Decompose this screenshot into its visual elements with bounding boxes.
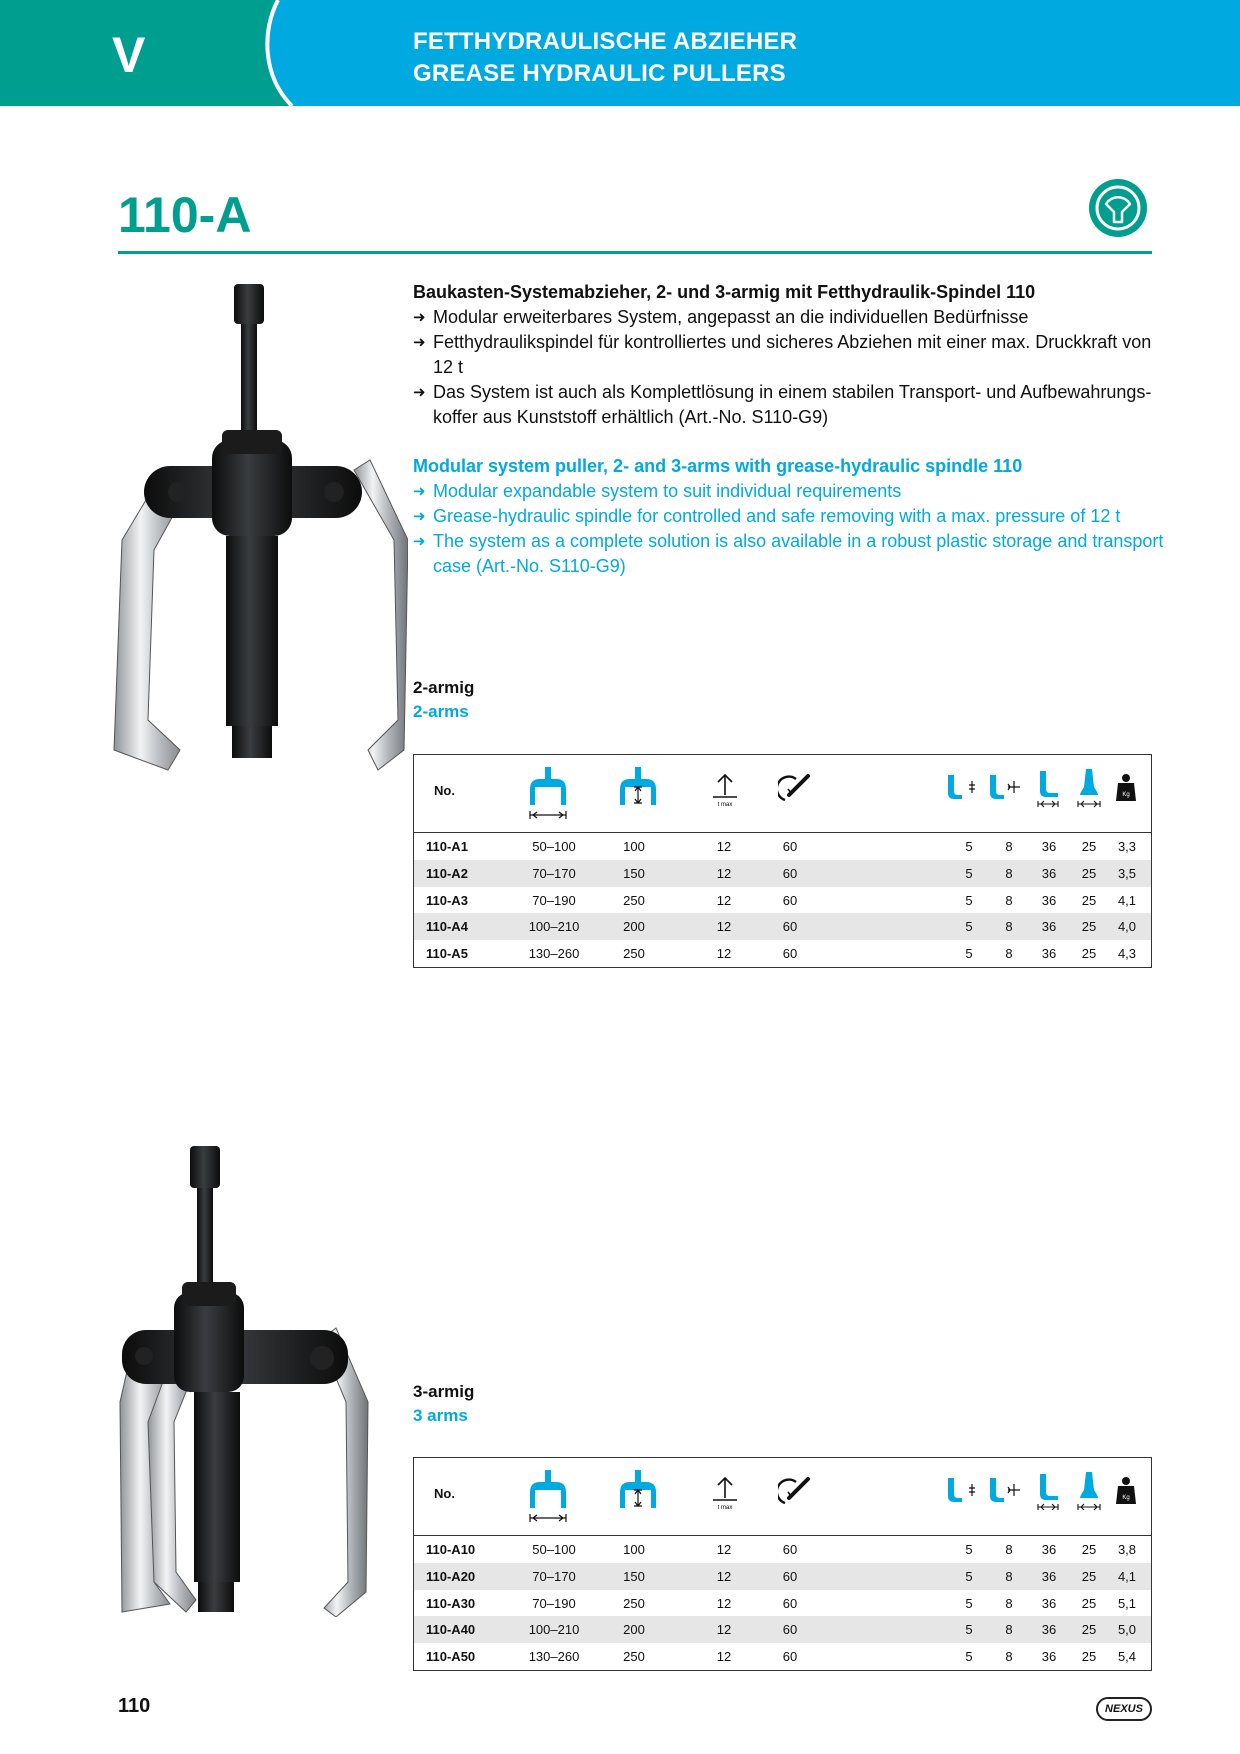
table-cell: 8: [1005, 946, 1013, 962]
table-cell: 36: [1041, 1622, 1057, 1638]
table-cell: 25: [1081, 1542, 1097, 1557]
table-cell: 12: [716, 1595, 732, 1611]
description-de: [413, 280, 1173, 430]
table-cell: 60: [782, 1595, 798, 1611]
article-number: 110-A20: [426, 1568, 476, 1584]
table-cell: 250: [623, 946, 645, 962]
table-cell: 5: [965, 892, 973, 908]
two-arm-label: [413, 676, 474, 724]
table-cell: 5: [965, 1649, 973, 1665]
two-arm-spec-table: [413, 754, 1152, 968]
table-cell: 36: [1041, 1595, 1057, 1611]
table-cell: 5: [965, 865, 973, 881]
table-cell: 8: [1005, 1649, 1013, 1665]
table-cell: 25: [1081, 1622, 1097, 1638]
reach-depth-icon: [616, 1468, 660, 1508]
table-row: [414, 1616, 1151, 1643]
table-cell: 25: [1081, 919, 1097, 935]
table-cell: 8: [1005, 839, 1013, 854]
article-number: 110-A2: [426, 865, 468, 881]
span-width-icon: [526, 1468, 570, 1524]
table-cell: 8: [1005, 1568, 1013, 1584]
table-cell: 5: [965, 1542, 973, 1557]
table-cell: 5: [965, 946, 973, 962]
table-cell: 100: [623, 839, 645, 854]
header-title-en: GREASE HYDRAULIC PULLERS: [413, 60, 786, 87]
table-cell: 25: [1081, 839, 1097, 854]
table-row: [414, 1536, 1151, 1563]
table-cell: 4,3: [1117, 946, 1137, 962]
table-cell: 12: [716, 1542, 732, 1557]
jaw-depth-icon: [986, 1474, 1026, 1508]
three-arm-puller-image: [114, 1142, 384, 1617]
table-cell: 4,1: [1117, 892, 1137, 908]
table-cell: 36: [1041, 892, 1057, 908]
description-en-item: ➜ The system as a complete solution is also available in a robust plastic storage and transport case (Art.-No. S110-G9): [413, 529, 1173, 579]
table-body: [414, 1536, 1151, 1670]
kg-label: Kg: [1122, 792, 1130, 798]
table-cell: 250: [623, 892, 645, 908]
table-cell: 100–210: [528, 1622, 580, 1638]
arm-width-icon: [1074, 767, 1104, 809]
table-cell: 8: [1005, 1595, 1013, 1611]
table-cell: 25: [1081, 946, 1097, 962]
table-cell: 70–170: [532, 1568, 576, 1584]
table-cell: 60: [782, 919, 798, 935]
description-de-item: ➜ Fetthydraulikspindel für kontrolliertes und sicheres Abziehen mit einer max. Druckkraft von 12 t: [413, 330, 1173, 380]
table-cell: 4,0: [1117, 919, 1137, 935]
table-cell: 5,1: [1117, 1595, 1137, 1611]
two-arm-puller-image: [108, 280, 408, 775]
table-cell: 12: [716, 892, 732, 908]
table-cell: 36: [1041, 1649, 1057, 1665]
table-cell: 25: [1081, 1595, 1097, 1611]
table-cell: 5: [965, 919, 973, 935]
table-cell: 60: [782, 892, 798, 908]
article-number: 110-A10: [426, 1542, 476, 1557]
table-cell: 60: [782, 1649, 798, 1665]
table-row: [414, 860, 1151, 887]
table-cell: 12: [716, 919, 732, 935]
table-cell: 3,8: [1117, 1542, 1137, 1557]
table-cell: 12: [716, 1568, 732, 1584]
table-cell: 130–260: [528, 1649, 580, 1665]
table-row: [414, 887, 1151, 914]
jaw-depth-icon: [986, 771, 1026, 805]
table-cell: 150: [623, 865, 645, 881]
table-cell: 130–260: [528, 946, 580, 962]
table-cell: 3,3: [1117, 839, 1137, 854]
table-cell: 25: [1081, 892, 1097, 908]
table-cell: 8: [1005, 1622, 1013, 1638]
table-row: [414, 1643, 1151, 1670]
two-arm-label-en: 2-arms: [413, 702, 469, 721]
table-header: [414, 1458, 1151, 1536]
table-cell: 4,1: [1117, 1568, 1137, 1584]
table-cell: 5: [965, 839, 973, 854]
article-number: 110-A30: [426, 1595, 476, 1611]
table-cell: 8: [1005, 865, 1013, 881]
torque-wrench-icon: [778, 773, 812, 807]
table-cell: 5: [965, 1622, 973, 1638]
description-en: [413, 454, 1173, 579]
table-cell: 25: [1081, 1568, 1097, 1584]
description-en-heading: Modular system puller, 2- and 3-arms with grease-hydraulic spindle 110: [413, 456, 1023, 476]
table-cell: 60: [782, 839, 798, 854]
torque-wrench-icon: [778, 1476, 812, 1510]
two-arm-label-de: 2-armig: [413, 678, 475, 697]
table-cell: 36: [1041, 919, 1057, 935]
description-en-item: ➜ Grease-hydraulic spindle for controlled and safe removing with a max. pressure of 12 t: [413, 504, 1173, 529]
table-row: [414, 1563, 1151, 1590]
description-de-item: ➜ Das System ist auch als Komplettlösung in einem stabilen Transport- und Aufbewahrungs- koffer aus Kunststoff erhältlich (Art.-No. S110-G9): [413, 380, 1173, 430]
article-number: 110-A50: [426, 1649, 476, 1665]
table-cell: 8: [1005, 919, 1013, 935]
table-cell: 3,5: [1117, 865, 1137, 881]
table-cell: 12: [716, 946, 732, 962]
arm-width-icon: [1074, 1470, 1104, 1512]
weight-icon: [1114, 773, 1138, 803]
product-code: 110-A: [118, 187, 252, 243]
gauge-icon: [1088, 178, 1148, 238]
article-number: 110-A5: [426, 946, 468, 962]
page-number: 110: [118, 1695, 151, 1717]
table-cell: 12: [716, 839, 732, 854]
table-cell: 60: [782, 1568, 798, 1584]
table-cell: 60: [782, 1542, 798, 1557]
column-no: No.: [434, 1486, 455, 1501]
span-width-icon: [526, 765, 570, 821]
article-number: 110-A3: [426, 892, 468, 908]
table-cell: 200: [623, 919, 645, 935]
table-cell: 200: [623, 1622, 645, 1638]
tmax-label: t max: [717, 802, 733, 808]
table-cell: 70–190: [532, 1595, 576, 1611]
table-cell: 70–190: [532, 892, 576, 908]
table-row: [414, 833, 1151, 860]
table-cell: 150: [623, 1568, 645, 1584]
description-de-item: ➜ Modular erweiterbares System, angepasst an die individuellen Bedürfnisse: [413, 305, 1173, 330]
table-cell: 36: [1041, 946, 1057, 962]
description-en-item: ➜ Modular expandable system to suit individual requirements: [413, 479, 1173, 504]
table-header: [414, 755, 1151, 833]
table-cell: 50–100: [532, 1542, 576, 1557]
table-cell: 12: [716, 1649, 732, 1665]
table-cell: 5,0: [1117, 1622, 1137, 1638]
table-cell: 100–210: [528, 919, 580, 935]
jaw-width-icon: [1032, 769, 1066, 809]
header-title: [413, 26, 797, 90]
brand-logo: NEXUS: [1096, 1697, 1152, 1721]
reach-depth-icon: [616, 765, 660, 805]
three-arm-label-en: 3 arms: [413, 1406, 468, 1425]
table-cell: 8: [1005, 892, 1013, 908]
jaw-width-icon: [1032, 1472, 1066, 1512]
column-no: No.: [434, 783, 455, 798]
article-number: 110-A40: [426, 1622, 476, 1638]
table-cell: 36: [1041, 1542, 1057, 1557]
table-cell: 8: [1005, 1542, 1013, 1557]
table-cell: 36: [1041, 1568, 1057, 1584]
weight-icon: [1114, 1476, 1138, 1506]
table-cell: 25: [1081, 865, 1097, 881]
section-letter: V: [112, 27, 146, 83]
section-tab: [0, 0, 300, 106]
table-cell: 100: [623, 1542, 645, 1557]
three-arm-label-de: 3-armig: [413, 1382, 475, 1401]
table-cell: 12: [716, 865, 732, 881]
page-header: [0, 0, 1240, 106]
table-cell: 60: [782, 865, 798, 881]
table-cell: 5: [965, 1595, 973, 1611]
table-cell: 60: [782, 946, 798, 962]
article-number: 110-A1: [426, 839, 468, 854]
table-cell: 250: [623, 1649, 645, 1665]
jaw-thickness-icon: [944, 1474, 984, 1508]
jaw-thickness-icon: [944, 771, 984, 805]
table-cell: 25: [1081, 1649, 1097, 1665]
table-cell: 36: [1041, 839, 1057, 854]
table-cell: 36: [1041, 865, 1057, 881]
article-number: 110-A4: [426, 919, 468, 935]
table-row: [414, 913, 1151, 940]
title-rule: [118, 251, 1152, 254]
max-force-icon: [710, 1476, 740, 1512]
tmax-label: t max: [717, 1505, 733, 1511]
table-cell: 50–100: [532, 839, 576, 854]
table-cell: 70–170: [532, 865, 576, 881]
description-de-heading: Baukasten-Systemabzieher, 2- und 3-armig mit Fetthydraulik-Spindel 110: [413, 282, 1036, 302]
three-arm-spec-table: [413, 1457, 1152, 1671]
max-force-icon: [710, 773, 740, 809]
table-row: [414, 940, 1151, 967]
table-row: [414, 1590, 1151, 1617]
three-arm-label: [413, 1380, 474, 1428]
table-cell: 5,4: [1117, 1649, 1137, 1665]
table-cell: 60: [782, 1622, 798, 1638]
table-cell: 5: [965, 1568, 973, 1584]
table-cell: 12: [716, 1622, 732, 1638]
table-body: [414, 833, 1151, 967]
header-title-de: FETTHYDRAULISCHE ABZIEHER: [413, 28, 798, 55]
kg-label: Kg: [1122, 1495, 1130, 1501]
table-cell: 250: [623, 1595, 645, 1611]
